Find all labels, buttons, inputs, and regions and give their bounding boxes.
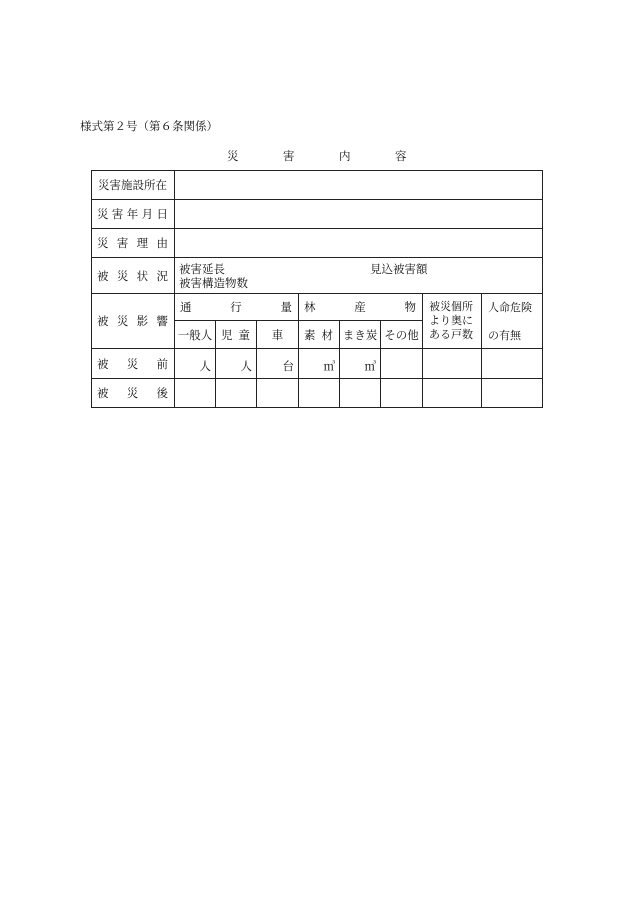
row-after-disaster [92, 379, 543, 408]
row-impact-header-top [92, 294, 543, 321]
row-facility-location [92, 171, 543, 200]
form-title [227, 148, 451, 164]
disaster-date-field[interactable] [175, 200, 543, 229]
header-char: 素 [304, 327, 316, 342]
label-char: 災 [126, 386, 139, 400]
label-char: 災 [116, 268, 129, 283]
disaster-reason-field[interactable] [175, 229, 543, 258]
header-line: の有無 [488, 329, 521, 342]
damage-status-field[interactable] [175, 258, 543, 294]
header-char: 材 [321, 327, 333, 342]
header-char: 児 [221, 327, 233, 342]
header-line: 人命危険 [488, 301, 532, 314]
label-damage-status [92, 258, 175, 294]
label-char: 響 [156, 314, 168, 328]
damaged-structures-label: 被害構造物数 [179, 275, 248, 290]
title-char: 容 [395, 149, 407, 163]
header-line: 被災個所 [429, 300, 473, 313]
label-char: 被 [97, 356, 109, 371]
before-vehicles-field[interactable]: 台 [257, 349, 299, 379]
label-char: 害 [116, 236, 129, 250]
label-char: 年 [126, 207, 139, 221]
header-char: 量 [280, 300, 292, 314]
label-char: 状 [136, 268, 149, 283]
before-charcoal-field[interactable]: ㎥ [340, 349, 381, 379]
forest-products-header [299, 294, 423, 321]
life-danger-header [482, 294, 543, 349]
before-households-field[interactable] [423, 349, 482, 379]
label-char: 由 [156, 236, 168, 250]
header-line: ある戸数 [429, 328, 473, 341]
before-danger-field[interactable] [482, 349, 543, 379]
label-damage-impact [92, 294, 175, 349]
after-other-field[interactable] [381, 379, 423, 408]
after-vehicles-field[interactable] [257, 379, 299, 408]
header-char: 通 [180, 300, 192, 314]
label-char: 日 [156, 207, 168, 221]
label-char: 害 [111, 207, 124, 221]
header-line: より奥に [429, 314, 473, 327]
other-header: その他 [381, 321, 423, 349]
disaster-content-table [91, 170, 543, 408]
vehicles-header: 車 [257, 321, 299, 349]
label-char: 理 [136, 236, 149, 250]
general-people-header: 一般人 [175, 321, 216, 349]
header-char: 童 [238, 327, 250, 342]
label-char: 被 [97, 268, 109, 283]
label-char: 災 [97, 207, 109, 221]
before-general-field[interactable]: 人 [175, 349, 216, 379]
label-char: 災 [97, 236, 109, 250]
label-char: 後 [156, 386, 168, 400]
row-disaster-reason [92, 229, 543, 258]
header-char: 物 [404, 300, 416, 314]
label-disaster-reason [92, 229, 175, 258]
label-char: 災 [126, 356, 139, 371]
label-char: 被 [97, 314, 109, 328]
timber-header [299, 321, 340, 349]
label-char: 影 [136, 314, 149, 328]
title-char: 災 [227, 149, 239, 163]
after-children-field[interactable] [216, 379, 257, 408]
label-char: 被 [97, 386, 109, 400]
after-general-field[interactable] [175, 379, 216, 408]
label-char: 況 [156, 268, 168, 283]
damage-extent-label: 被害延長 [179, 261, 225, 276]
label-char: 災 [116, 314, 129, 328]
facility-location-field[interactable] [175, 171, 543, 200]
households-beyond-header [423, 294, 482, 349]
row-disaster-date [92, 200, 543, 229]
after-households-field[interactable] [423, 379, 482, 408]
traffic-volume-header [175, 294, 299, 321]
after-timber-field[interactable] [299, 379, 340, 408]
header-char: 行 [230, 300, 242, 314]
before-timber-field[interactable]: ㎥ [299, 349, 340, 379]
label-char: 月 [141, 207, 154, 221]
form-number: 様式第２号（第６条関係） [80, 119, 218, 133]
children-header [216, 321, 257, 349]
row-damage-status [92, 258, 543, 294]
label-char: 前 [156, 356, 168, 371]
label-before-disaster [92, 349, 175, 379]
after-danger-field[interactable] [482, 379, 543, 408]
label-after-disaster [92, 379, 175, 408]
charcoal-header: まき炭 [340, 321, 381, 349]
label-disaster-date [92, 200, 175, 229]
title-char: 内 [339, 149, 351, 163]
row-before-disaster [92, 349, 543, 379]
after-charcoal-field[interactable] [340, 379, 381, 408]
header-char: 林 [304, 300, 316, 314]
title-char: 害 [283, 149, 295, 163]
estimated-damage-label: 見込被害額 [370, 262, 428, 276]
header-char: 産 [354, 300, 366, 314]
label-facility-location: 災害施設所在 [92, 171, 175, 200]
before-children-field[interactable]: 人 [216, 349, 257, 379]
before-other-field[interactable] [381, 349, 423, 379]
